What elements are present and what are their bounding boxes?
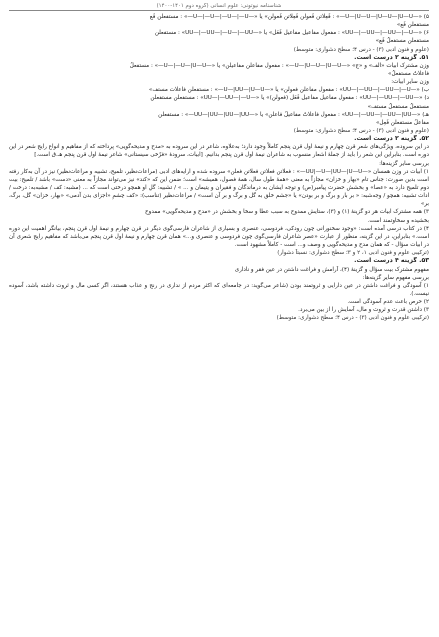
text-line: مستفعلُ مستفعلُ مستف» — [367, 103, 429, 110]
explanation-paragraph: ۴) در کتاب درسی آمده است: «وجود سخنورانی چون رودکی، فردوسی، عنصری و بسیاری از شاعران فارسی‌گوی دیگر در قرن چهارم و نیمهٔ اول قرن پنجم، بیانگر اهمیت این دوره است.» بنابراین، در این گزینه، منظور از عبارت «عصر شاعران فارسی‌گوی چون فردوسی و عنصری و...» همان قرن چهارم و نیمهٔ اول قرن پنجم می‌باشد که مفاهیم رایج شعری آن در ابیات سؤال - که همان مدح و مدیحه‌گویی و وصف و... است - کاملاً مشهود است. — [9, 225, 429, 249]
explanation-paragraph: ۱) ابیات در وزن همسان «—UU|—U—|UU—|U—U—» : فعلاتن فعلاتن فعلاتن فعلن» سروده شده و ارایه‌های ادبی (مراعات‌نظیر، تلمیح، تشبیه و مراعات‌نظیر) نیز در آن به‌کار رفته است بدین صورت: جناس تام «بهار و خزان» مجازاً به معنی «همهٔ طول سال، همهٔ فصول، همیشه» است؛ ضمن این که «کند» نیز می‌تواند مجازاً به معنی «دست» باشد / تلمیح: بیت دوم تلمیح دارد به «عصا» و بخشش حضرت پیامبر(ص) و توجه ایشان به درماندگان و فقیران و یتیمان و ... » / تشبیه: گلِ او همچو درختی است که ... (مشبه: کف / مشبه‌به: درخت / ادات تشبیه: همچو / وجه‌شبه: « بر بار و برگ و بر بودن» یا «جشم خلق به گل و برگ و بر آن است» / مراعات‌نظیر (تناسب): «کف چشمِ «اجزای بدن آدمی» «بهار، خزان» گل، برگ، بر» — [9, 168, 429, 208]
text-line: فاعلاتُ مستفعلُ» — [388, 70, 429, 77]
text-line: ۵) «—U—|U—U—|U—U—|U—U—» : فَعِلاتن فَعولن فَعِلاتن فَعولن» یا «—U—|—U—|—U—|—U—» : مستفعلن فَع — [149, 14, 429, 20]
explanation-paragraph: ۱) آسودگی و فراغت داشتن در عین دارایی و ثروتمند بودن (شاعر می‌گوید: در جامعه‌ای که اکثر مردم از نداری در رنج و عذاب هستند، اگر کسی مال و ثروت داشته باشد، آسوده نیست.). — [9, 282, 429, 297]
text-line: مستفعلن مستفعلُ فَع» — [375, 38, 429, 45]
question-heading: ۵۲. گزینه ۲ درست است. — [354, 135, 429, 143]
text-line: ۳) همه مشترک ابیات هر دو گزینهٔ (۱) و (۳)، ستایش ممدوح به سبب عطا و سخا و بخشش در «مدح و مدیحه‌گویی» ممدوح — [145, 209, 429, 216]
text-line: وزن مشترک ابیات «الف» و «ج» «—U—|U—U—|U—U—» : مفعول مفاعلن مفاعیلن» یا «—U—|—U—|U—U—» : مستفعلُ — [129, 62, 429, 69]
question-heading: ۵۳. گزینه ۴ درست است. — [354, 257, 429, 265]
text-line: وزن سایر ابیات: — [391, 79, 429, 86]
text-line: ب) «—UU—|—UU—|—UU—|—U» : مفعول مفاعلن فعولن» یا «—U—|UU—|U—U—» : مستفعلن فاعلات مستف» — [148, 87, 429, 94]
text-line: بررسی مفهوم سایر گزینه‌ها: — [362, 274, 429, 281]
source-note: (ترکیبی علوم و فنون ادبی (۳) - درس ۴؛ سطح دشواری: متوسط) — [276, 315, 429, 322]
text-line: مفاعلُ مستفعلن فَعِل» — [375, 119, 429, 126]
header-divider — [9, 10, 429, 11]
text-line: بررسی سایر گزینه‌ها: — [379, 160, 429, 167]
source-note: (علوم و فنون ادبی (۳) - درس ۴؛ سطح دشواری: متوسط) — [293, 127, 429, 134]
text-line: بخشیده و سخاوتمند است. — [367, 217, 429, 224]
source-note: (ترکیبی علوم و فنون ادبی ۱، ۲ و ۳؛ سطح دشواری: نسبتاً دشوار) — [277, 250, 429, 257]
text-line: د) «—UU—|—UU—|—UU» : مفعول مفاعیل مفاعیل فَعَل (فعولن)» یا «—UU—|—UU—|—U» : مستفعلن مستفعلن — [150, 95, 429, 102]
question-heading: ۵۱. گزینه ۲ درست است. — [354, 53, 429, 61]
text-line: ۶) «—UU—|—UU—|—UU—|—U» : مفعول مفاعیل مفاعیل فَعَل» یا «—UU—|—UU—|—U—|—UU» : مستفعلن — [154, 30, 429, 37]
page-header: شناسنامه نیوتونی: علوم انسانی (گروه دوم ۱۴۰۱-۱۴۰۰) — [156, 3, 282, 9]
text-line: ۳) داشتن قدرت و ثروت و مال، آسایش را از بین می‌برد. — [298, 307, 429, 314]
text-line: ۲) حرص باعث عدم آسودگی است. — [347, 299, 429, 306]
text-line: مفهوم مشترک بیت سؤال و گزینهٔ (۴)، آرامش و فراغت داشتن در عین فقر و ناداری — [234, 266, 429, 273]
explanation-paragraph: در این سروده، ویژگی‌های شعر قرن چهارم و نیمهٔ اول قرن پنجم کاملاً وجود دارد؛ به‌علاوه، شاعر در این سروده به «مدح و مدیحه‌گویی» پرداخته که از مفاهیم و انواع رایج شعر در این دوره است. بنابراین این شعر را باید از جملهٔ اشعار منسوب به شاعران نیمهٔ اول قرن پنجم بدانیم. [ابیات، سرودهٔ «فرّخی سیستانی» شاعر نیمهٔ اول قرن پنجم هـ.ق است.] — [9, 144, 429, 159]
source-note: (علوم و فنون ادبی (۳) - درس ۴؛ سطح دشواری: متوسط) — [293, 46, 429, 53]
answer-content — [9, 13, 429, 323]
text-line: هـ) «—UU—|—UU—|—UU—|UU» : مفعول فاعلاتُ مفاعیلُ فاعلن» یا «—UU—|UU—|UU—|UU—» : مستفعلن — [158, 111, 429, 118]
text-line: مستفعلن فَع» — [396, 22, 429, 29]
